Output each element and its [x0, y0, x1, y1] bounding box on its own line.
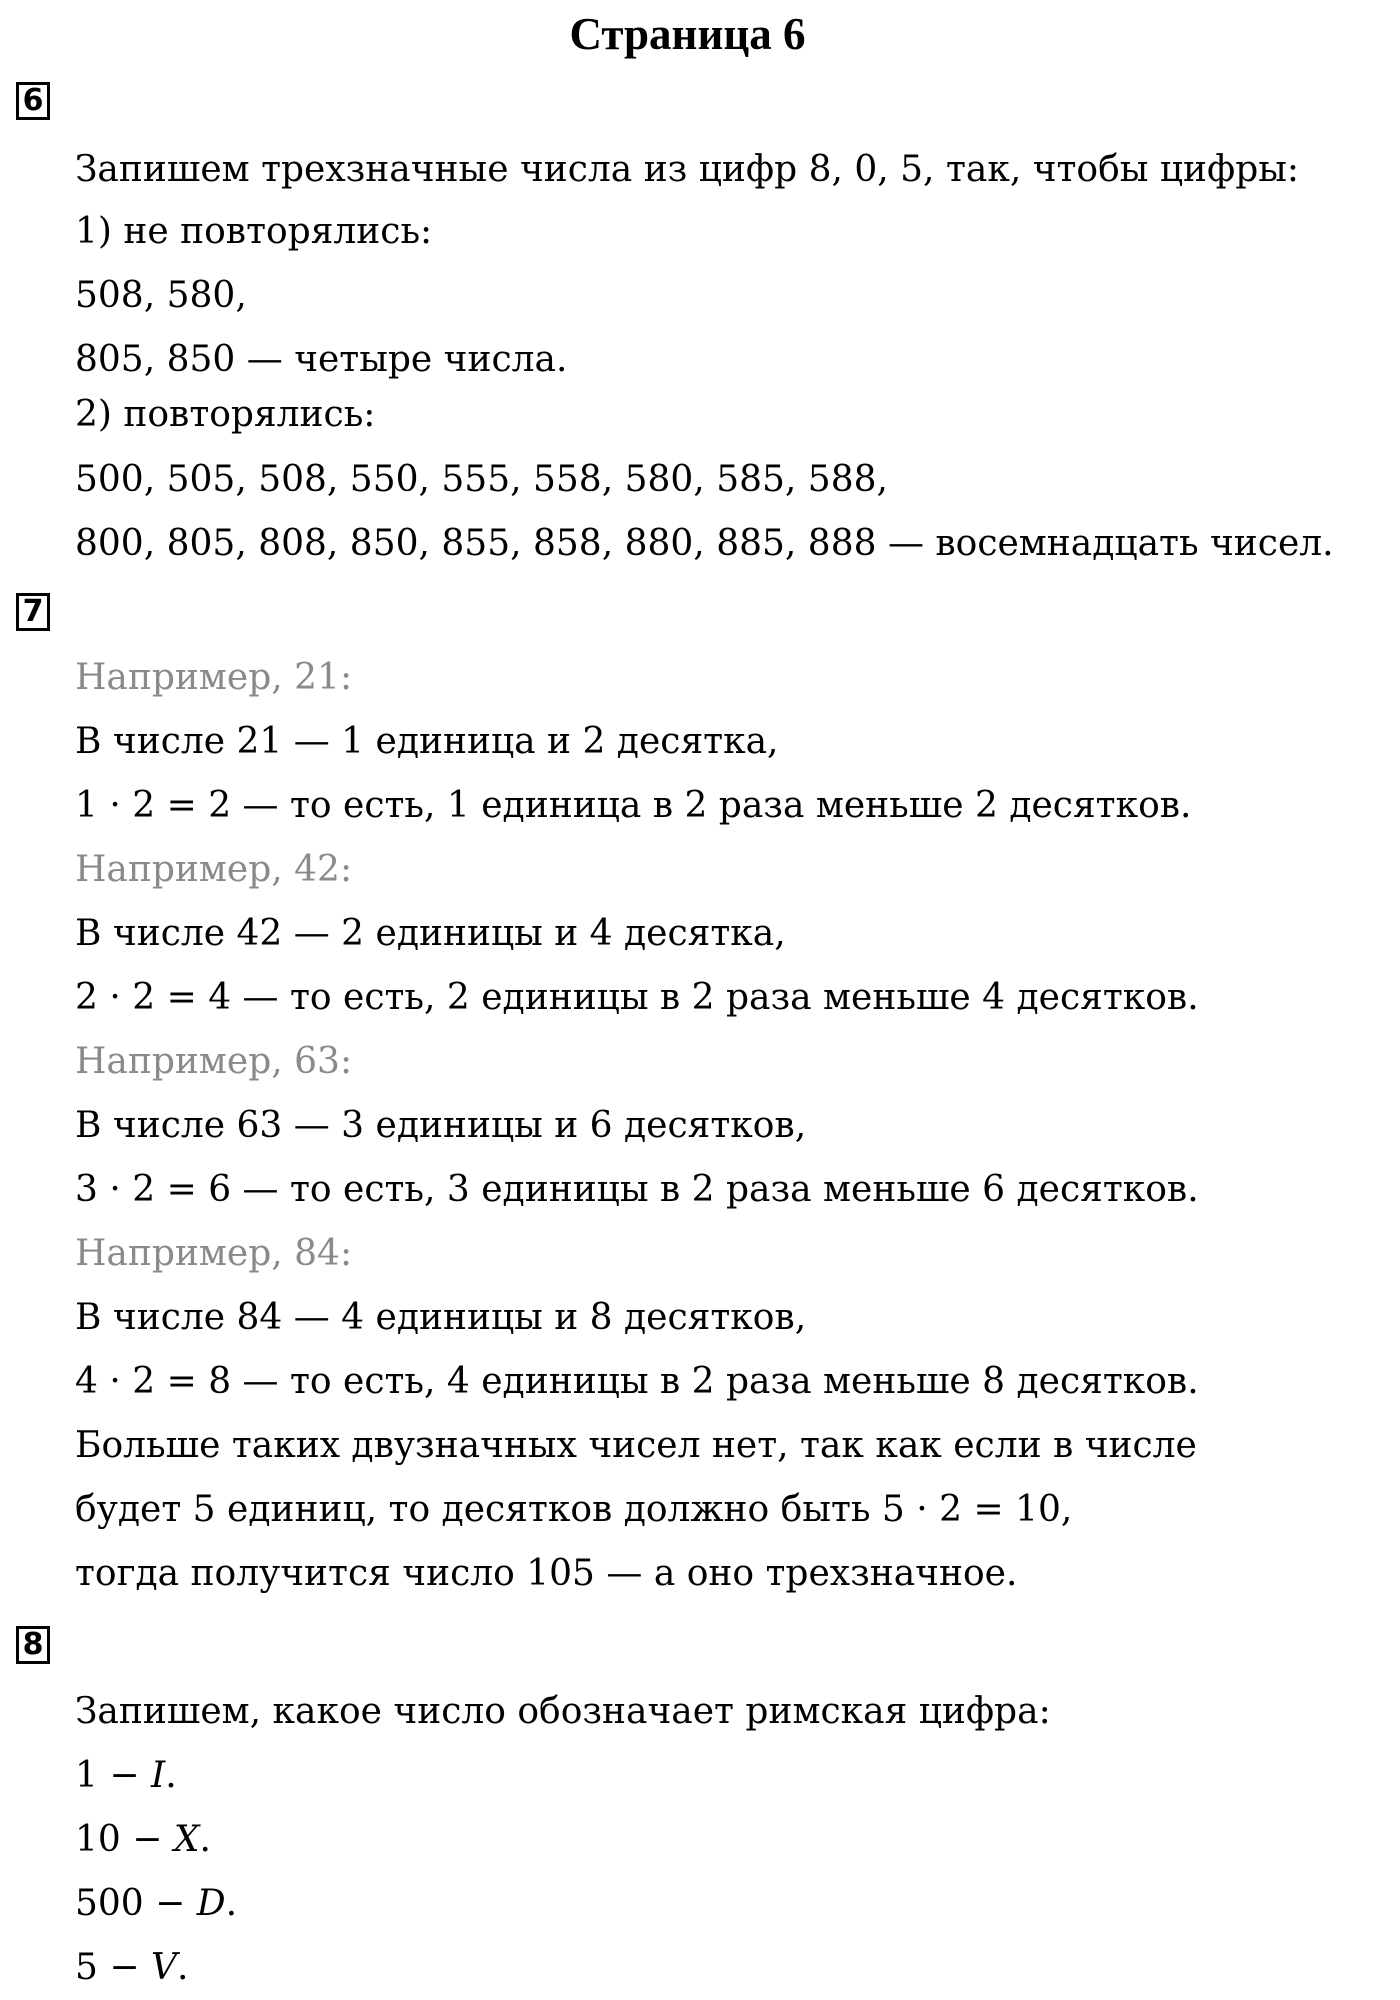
page-title: Страница 6: [569, 9, 806, 59]
roman-symbol: X: [173, 1819, 200, 1860]
example-heading: Например, 42:: [75, 849, 353, 890]
roman-symbol: I: [150, 1755, 166, 1796]
task-number-7: 7: [16, 593, 50, 631]
task-7-line: 2 · 2 = 4 — то есть, 2 единицы в 2 раза меньше 4 десятков.: [75, 977, 1199, 1018]
roman-numeral-line: [75, 1946, 188, 1990]
task-7-line: В числе 21 — 1 единица и 2 десятка,: [75, 721, 779, 762]
task-8-line: Запишем, какое число обозначает римская цифра:: [75, 1691, 1051, 1732]
roman-value: 500 −: [75, 1883, 197, 1924]
roman-numeral-line: [75, 1754, 177, 1798]
task-number-6: 6: [16, 82, 50, 120]
task-number-8: 8: [16, 1626, 50, 1664]
roman-numeral-line: [75, 1882, 237, 1926]
task-7-line: будет 5 единиц, то десятков должно быть 5 · 2 = 10,: [75, 1489, 1073, 1530]
task-6-line: Запишем трехзначные числа из цифр 8, 0, 5, так, чтобы цифры:: [75, 149, 1300, 190]
task-6-line: 805, 850 — четыре числа.: [75, 339, 568, 380]
example-heading: Например, 84:: [75, 1233, 353, 1274]
task-6-line: 500, 505, 508, 550, 555, 558, 580, 585, 588,: [75, 459, 888, 500]
task-7-line: Больше таких двузначных чисел нет, так как если в числе: [75, 1425, 1197, 1466]
roman-numeral-line: [75, 1818, 211, 1862]
roman-suffix: .: [176, 1947, 189, 1988]
task-6-line: 508, 580,: [75, 275, 247, 316]
roman-symbol: V: [150, 1947, 177, 1988]
roman-value: 5 −: [75, 1947, 151, 1988]
task-6-line: 800, 805, 808, 850, 855, 858, 880, 885, 888 — восемнадцать чисел.: [75, 523, 1334, 564]
roman-suffix: .: [165, 1755, 177, 1796]
task-7-line: 4 · 2 = 8 — то есть, 4 единицы в 2 раза меньше 8 десятков.: [75, 1361, 1199, 1402]
task-7-line: В числе 84 — 4 единицы и 8 десятков,: [75, 1297, 807, 1338]
task-7-line: 3 · 2 = 6 — то есть, 3 единицы в 2 раза меньше 6 десятков.: [75, 1169, 1199, 1210]
roman-symbol: D: [196, 1883, 226, 1924]
task-7-line: тогда получится число 105 — а оно трехзначное.: [75, 1553, 1018, 1594]
example-heading: Например, 21:: [75, 657, 353, 698]
task-7-line: В числе 42 — 2 единицы и 4 десятка,: [75, 913, 786, 954]
task-7-line: В числе 63 — 3 единицы и 6 десятков,: [75, 1105, 807, 1146]
roman-suffix: .: [199, 1819, 211, 1860]
roman-value: 1 −: [75, 1755, 151, 1796]
task-6-line: 1) не повторялись:: [75, 211, 433, 252]
roman-value: 10 −: [75, 1819, 174, 1860]
roman-suffix: .: [225, 1883, 238, 1924]
task-6-line: 2) повторялись:: [75, 394, 376, 435]
task-7-line: 1 · 2 = 2 — то есть, 1 единица в 2 раза меньше 2 десятков.: [75, 785, 1192, 826]
example-heading: Например, 63:: [75, 1041, 353, 1082]
